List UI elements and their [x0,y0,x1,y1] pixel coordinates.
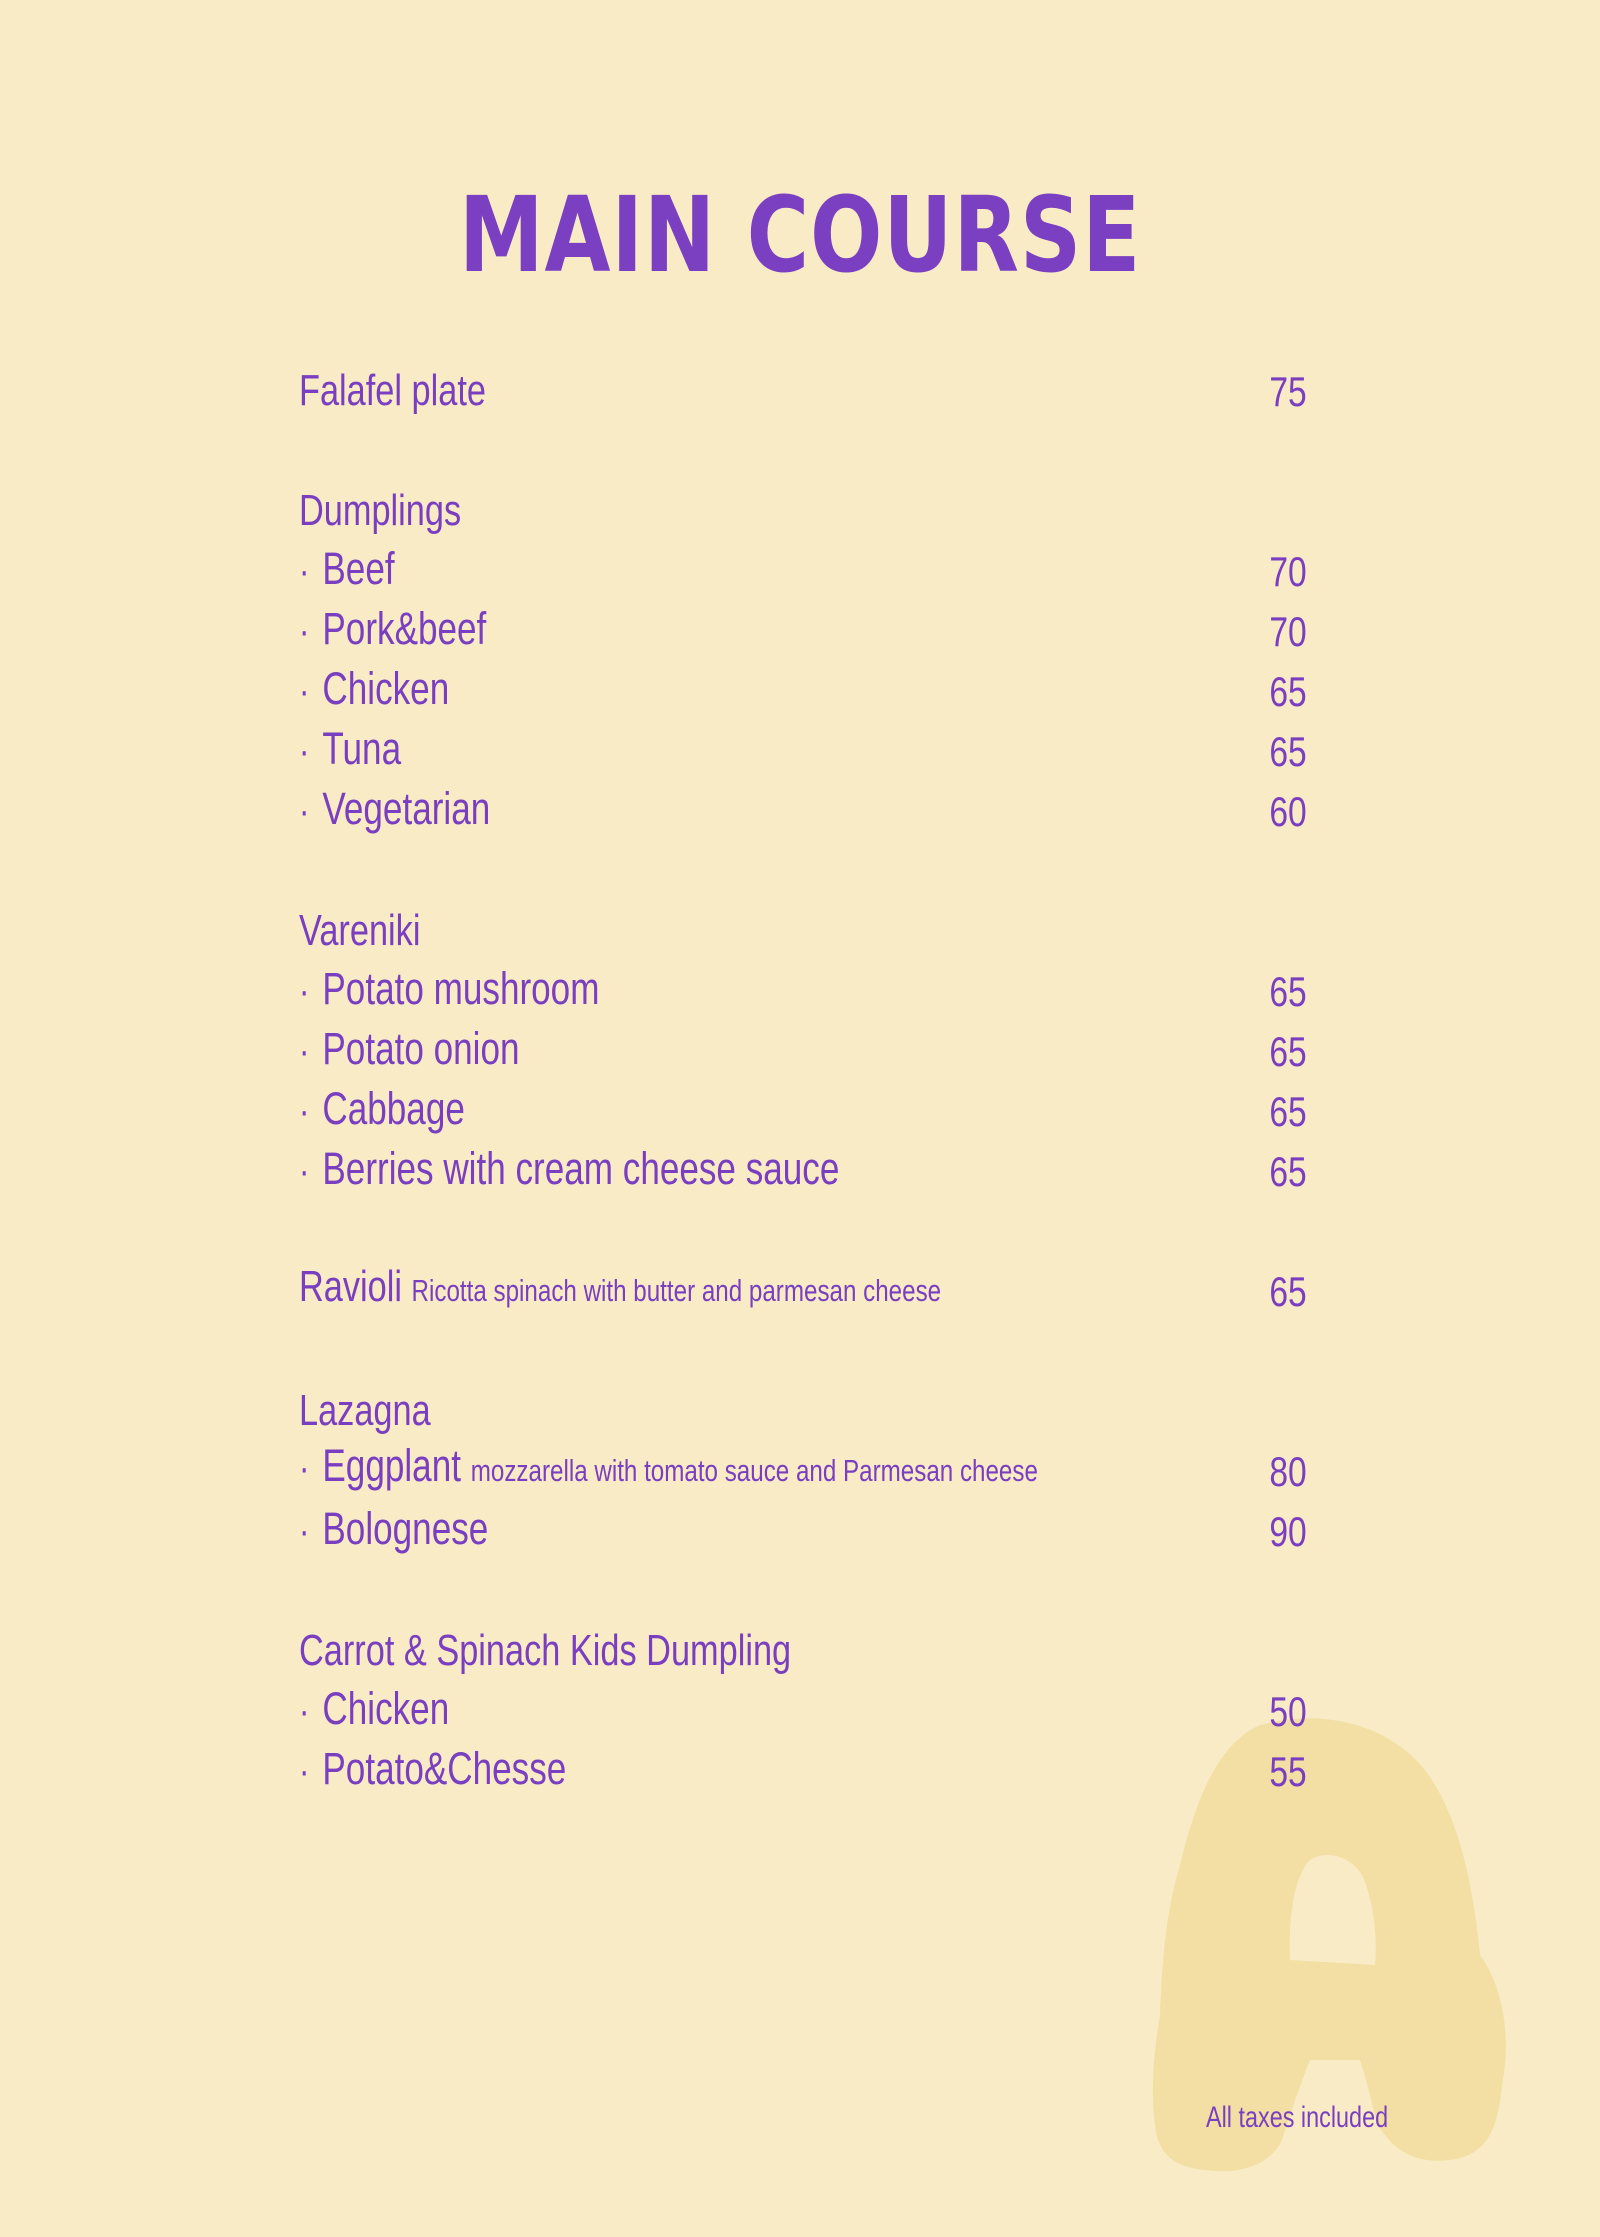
item-label: Tuna [322,723,402,774]
menu-item-lazagna-bolognese [299,1503,1307,1564]
item-label: Potato mushroom [322,963,600,1014]
item-label: Chicken [322,663,450,714]
item-label: Chicken [322,1683,450,1734]
item-price: 50 [1269,1688,1307,1735]
item-description: mozzarella with tomato sauce and Parmesan cheese [470,1453,1038,1488]
menu-item-falafel-plate [299,366,1307,424]
bullet: · [299,549,310,593]
item-description: Ricotta spinach with butter and parmesan cheese [411,1273,942,1308]
item-label: Cabbage [322,1083,465,1134]
item-label: Pork&beef [322,603,487,654]
menu-item-kids-chicken [299,1683,1307,1744]
menu-item-lazagna-eggplant [299,1440,1307,1504]
section-heading-dumplings [299,486,1307,544]
item-name [299,1441,1038,1496]
item-price: 80 [1269,1448,1307,1495]
item-price: 65 [1269,1148,1307,1195]
item-label: Eggplant [322,1440,461,1491]
item-label: Bolognese [322,1503,489,1554]
section-heading-lazagna [299,1386,1307,1444]
item-name [299,1084,465,1136]
item-price: 65 [1269,1088,1307,1135]
item-label: Potato onion [322,1023,520,1074]
item-name [299,544,395,596]
item-name [299,1024,520,1076]
bullet: · [299,789,310,833]
bullet: · [299,1446,310,1490]
bullet: · [299,1689,310,1733]
menu-item-vareniki-potato-mushroom [299,963,1307,1024]
item-price: 75 [1269,368,1307,415]
item-name [299,1262,941,1316]
menu-item-dumplings-beef [299,543,1307,604]
section-heading: Dumplings [299,486,462,535]
item-price: 65 [1269,1028,1307,1075]
menu-item-vareniki-berries [299,1143,1307,1204]
item-name [299,724,401,776]
item-price: 60 [1269,788,1307,835]
item-label: Ravioli [299,1262,402,1311]
bullet: · [299,969,310,1013]
bullet: · [299,729,310,773]
item-price: 65 [1269,968,1307,1015]
item-name [299,1684,449,1736]
item-price: 65 [1269,1268,1307,1315]
item-price: 90 [1269,1508,1307,1555]
item-name [299,1744,566,1796]
menu-item-dumplings-tuna [299,723,1307,784]
item-label: Potato&Chesse [322,1743,567,1794]
bullet: · [299,1749,310,1793]
menu-item-dumplings-pork-beef [299,603,1307,664]
page-title: MAIN COURSE [458,174,1142,296]
item-name: Falafel plate [299,366,486,415]
menu-item-dumplings-vegetarian [299,783,1307,844]
item-price: 55 [1269,1748,1307,1795]
item-price: 65 [1269,668,1307,715]
bullet: · [299,609,310,653]
section-heading-kids-dumpling [299,1626,1307,1684]
footnote: All taxes included [1206,2101,1389,2134]
item-price: 70 [1269,608,1307,655]
section-heading: Carrot & Spinach Kids Dumpling [299,1626,792,1675]
menu-item-dumplings-chicken [299,663,1307,724]
item-name [299,784,490,836]
menu-item-vareniki-cabbage [299,1083,1307,1144]
bullet: · [299,1149,310,1193]
bullet: · [299,1089,310,1133]
item-label: Berries with cream cheese sauce [322,1143,840,1194]
menu-item-kids-potato-chesse [299,1743,1307,1804]
bullet: · [299,1029,310,1073]
item-label: Beef [322,543,395,594]
item-price: 65 [1269,728,1307,775]
section-heading-vareniki [299,906,1307,964]
bullet: · [299,669,310,713]
item-name [299,1144,839,1196]
section-heading: Lazagna [299,1386,431,1435]
item-price: 70 [1269,548,1307,595]
menu-item-vareniki-potato-onion [299,1023,1307,1084]
section-heading: Vareniki [299,906,421,955]
item-name [299,604,486,656]
item-name [299,664,449,716]
item-name [299,1504,488,1556]
item-name [299,964,599,1016]
bullet: · [299,1509,310,1553]
item-label: Vegetarian [322,783,491,834]
menu-item-ravioli [299,1262,1307,1324]
